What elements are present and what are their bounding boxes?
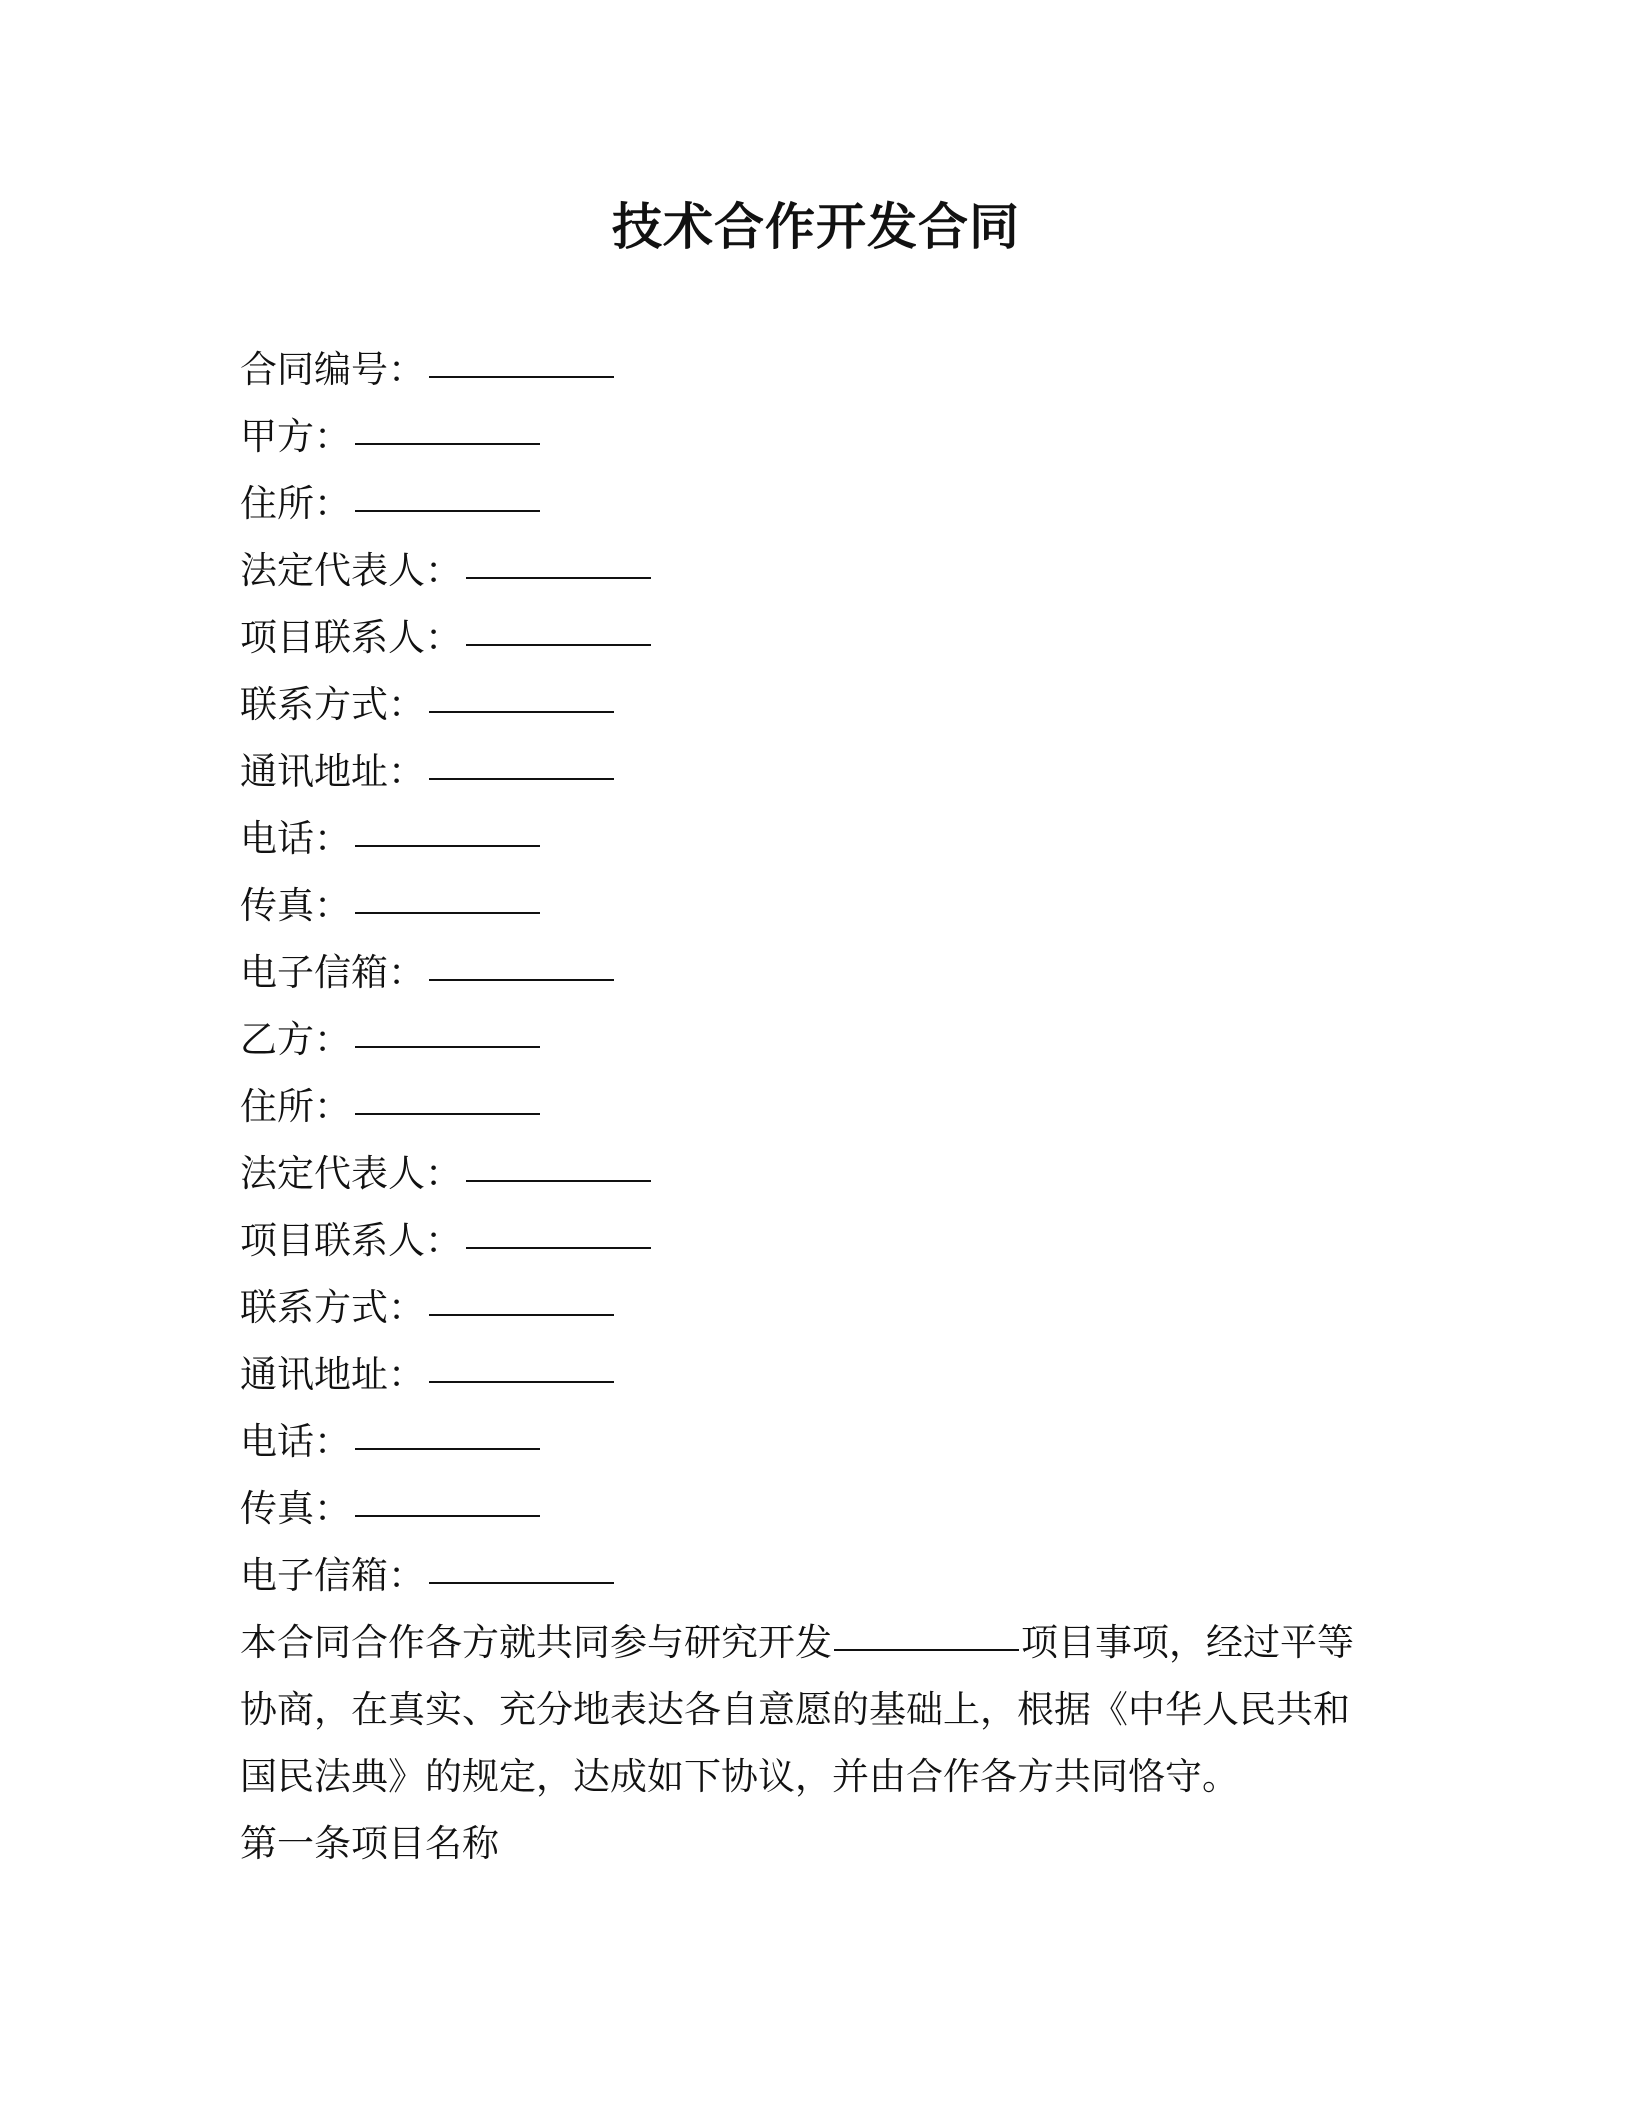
field-party-a-mailing-address <box>240 738 1360 805</box>
field-label: 电话： <box>240 1420 351 1463</box>
fill-in-blank <box>429 1545 614 1584</box>
fill-in-blank <box>355 808 540 847</box>
field-party-b-mailing-address <box>240 1341 1360 1408</box>
fill-in-blank <box>429 741 614 780</box>
fill-in-blank <box>355 406 540 445</box>
field-label: 法定代表人： <box>240 549 462 592</box>
field-party-a-address <box>240 470 1360 537</box>
fill-in-blank <box>429 1277 614 1316</box>
field-party-a-phone <box>240 805 1360 872</box>
fill-in-blank <box>355 473 540 512</box>
fill-in-blank <box>466 1143 651 1182</box>
field-party-a-email <box>240 939 1360 1006</box>
field-party-b-email <box>240 1542 1360 1609</box>
fill-in-blank <box>355 1076 540 1115</box>
fill-in-blank <box>466 540 651 579</box>
field-label: 合同编号： <box>240 348 425 391</box>
fill-in-blank <box>355 875 540 914</box>
field-label: 住所： <box>240 1085 351 1128</box>
field-party-b-project-contact <box>240 1207 1360 1274</box>
fill-in-blank <box>355 1478 540 1517</box>
fill-in-blank <box>355 1411 540 1450</box>
field-label: 联系方式： <box>240 1286 425 1329</box>
field-label: 传真： <box>240 1487 351 1530</box>
fill-in-blank <box>355 1009 540 1048</box>
field-label: 项目联系人： <box>240 616 462 659</box>
document-body <box>240 336 1360 1877</box>
fill-in-blank <box>834 1612 1019 1651</box>
field-label: 电子信箱： <box>240 951 425 994</box>
field-party-a-contact-method <box>240 671 1360 738</box>
field-party-a <box>240 403 1360 470</box>
fill-in-blank <box>429 339 614 378</box>
preamble-text-start: 本合同合作各方就共同参与研究开发 <box>240 1621 832 1664</box>
field-party-b-address <box>240 1073 1360 1140</box>
article-heading: 第一条项目名称 <box>240 1822 499 1865</box>
fill-in-blank <box>429 942 614 981</box>
field-contract-number <box>240 336 1360 403</box>
preamble-text-end: 项目事项，经过平等协商，在真实、充分地表达各自意愿的基础上，根据《中华人民共和国民法典》的规定，达成如下协议，并由合作各方共同恪守。 <box>240 1621 1354 1798</box>
field-party-b <box>240 1006 1360 1073</box>
fill-in-blank <box>429 1344 614 1383</box>
fill-in-blank <box>429 674 614 713</box>
field-label: 电子信箱： <box>240 1554 425 1597</box>
field-label: 联系方式： <box>240 683 425 726</box>
field-label: 甲方： <box>240 415 351 458</box>
field-label: 电话： <box>240 817 351 860</box>
field-party-b-phone <box>240 1408 1360 1475</box>
field-label: 项目联系人： <box>240 1219 462 1262</box>
field-party-b-contact-method <box>240 1274 1360 1341</box>
field-label: 传真： <box>240 884 351 927</box>
fill-in-blank <box>466 607 651 646</box>
field-party-a-legal-rep <box>240 537 1360 604</box>
document-title: 技术合作开发合同 <box>612 198 1020 256</box>
field-party-b-legal-rep <box>240 1140 1360 1207</box>
preamble-paragraph <box>240 1609 1360 1810</box>
field-party-a-project-contact <box>240 604 1360 671</box>
field-party-b-fax <box>240 1475 1360 1542</box>
field-label: 通讯地址： <box>240 1353 425 1396</box>
field-label: 法定代表人： <box>240 1152 462 1195</box>
field-label: 通讯地址： <box>240 750 425 793</box>
fill-in-blank <box>466 1210 651 1249</box>
field-label: 乙方： <box>240 1018 351 1061</box>
field-label: 住所： <box>240 482 351 525</box>
field-party-a-fax <box>240 872 1360 939</box>
